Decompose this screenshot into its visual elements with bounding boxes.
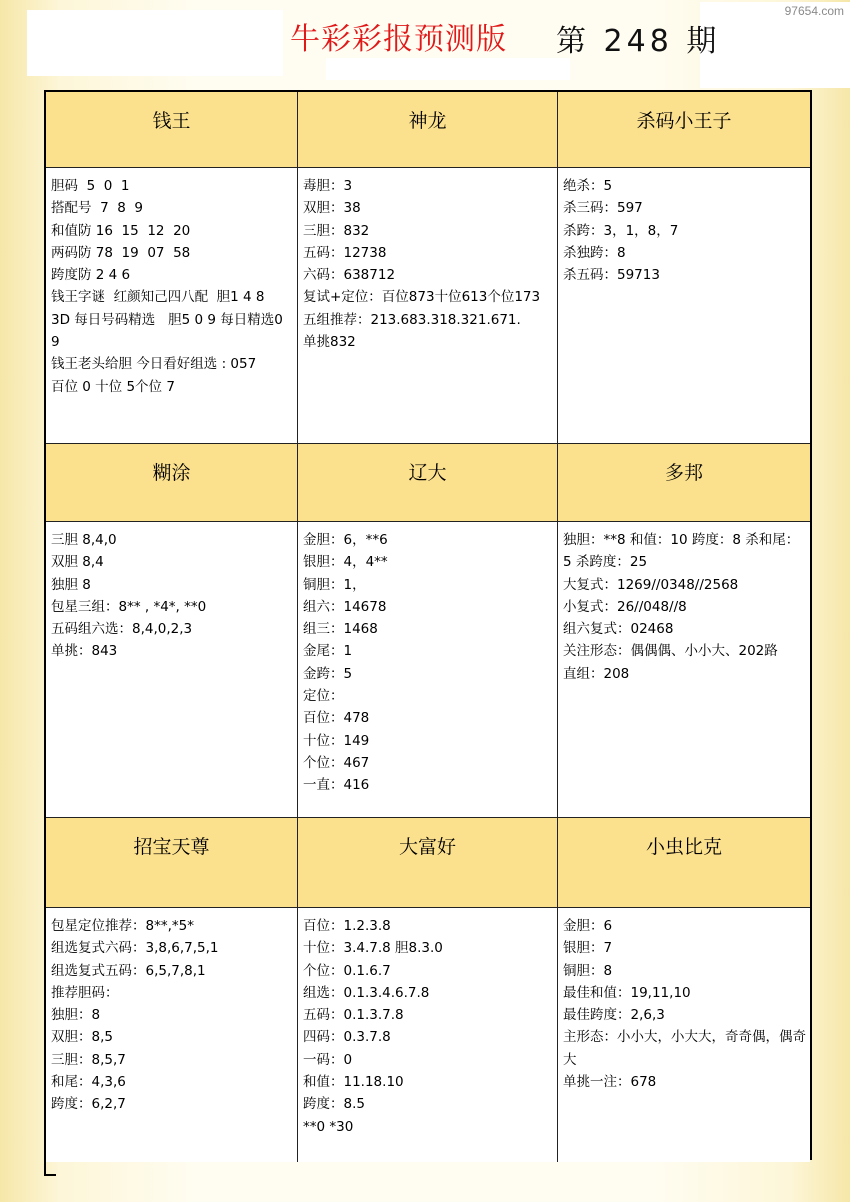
panel-line: 单挑：843 <box>51 643 118 660</box>
panel-line: 组六：14678 <box>303 598 387 615</box>
panel-line: 搭配号 7 8 9 <box>51 200 144 217</box>
panel-line: 金胆：6，**6 <box>303 532 388 548</box>
panel-line: 包星定位推荐：8**,*5* <box>51 918 194 934</box>
panel-line: 铜胆：8 <box>563 962 613 979</box>
panel-line: 绝杀：5 <box>563 178 613 194</box>
panel-line: 银胆：7 <box>563 940 613 957</box>
panel-line: 单挑832 <box>303 334 356 351</box>
site-watermark: 97654.com <box>784 4 844 18</box>
panel-line: 百位 0 十位 5个位 7 <box>51 378 175 395</box>
panel-line: 四码：0.3.7.8 <box>303 1029 391 1046</box>
panel-body-duobang <box>558 522 810 818</box>
panel-line: 推荐胆码： <box>51 984 119 1001</box>
panel-body-shenlong <box>298 168 558 444</box>
panel-line: 三胆：832 <box>303 222 370 239</box>
panel-line: 和值防 16 15 12 20 <box>51 222 191 239</box>
panel-header-duobang: 多邦 <box>558 444 810 522</box>
panel-line: **0 *30 <box>303 1118 354 1135</box>
panel-line: 关注形态：偶偶偶、小小大、202路 <box>563 643 778 660</box>
panel-line: 最佳跨度：2,6,3 <box>563 1007 665 1024</box>
panel-line: 最佳和值：19,11,10 <box>563 984 691 1001</box>
panel-header-qianwang: 钱王 <box>46 92 298 168</box>
panel-header-hutu: 糊涂 <box>46 444 298 522</box>
panel-line: 一直：416 <box>303 777 370 794</box>
panel-line: 五码组六选：8,4,0,2,3 <box>51 621 193 638</box>
panel-line: 大复式：1269//0348//2568 <box>563 576 739 593</box>
panel-body-liaoda <box>298 522 558 818</box>
panel-line: 独胆：8 <box>51 1007 101 1024</box>
panel-line: 定位： <box>303 688 344 705</box>
panel-line: 百位：478 <box>303 710 370 727</box>
panel-line: 和值：11.18.10 <box>303 1074 404 1091</box>
panel-line: 三胆 8,4,0 <box>51 532 117 548</box>
panel-body-qianwang <box>46 168 298 444</box>
panel-line: 个位：467 <box>303 754 370 771</box>
panel-line: 双胆：8,5 <box>51 1029 113 1046</box>
panel-line: 独胆 8 <box>51 576 91 593</box>
panel-body-shamaxiaowangzi <box>558 168 810 444</box>
panel-body-dafuhao <box>298 908 558 1162</box>
panel-line: 杀五码：59713 <box>563 267 660 284</box>
panel-line: 跨度：8.5 <box>303 1096 365 1113</box>
panel-line: 组选复式五码：6,5,7,8,1 <box>51 962 206 979</box>
panel-line: 十位：3.4.7.8 胆8.3.0 <box>303 940 443 957</box>
panel-line: 金跨：5 <box>303 665 353 682</box>
panel-line: 直组：208 <box>563 665 630 682</box>
panel-line: 杀三码：597 <box>563 200 643 217</box>
panel-line: 十位：149 <box>303 732 370 749</box>
panel-line: 组选复式六码：3,8,6,7,5,1 <box>51 940 219 957</box>
panel-line: 组选：0.1.3.4.6.7.8 <box>303 984 430 1001</box>
panel-line: 两码防 78 19 07 58 <box>51 244 191 261</box>
panel-line: 跨度：6,2,7 <box>51 1096 126 1113</box>
panel-line: 双胆：38 <box>303 200 361 217</box>
header-white-block-left <box>27 10 283 76</box>
panel-header-dafuhao: 大富好 <box>298 818 558 908</box>
panel-line: 五码：0.1.3.7.8 <box>303 1007 404 1024</box>
panel-line: 银胆：4，4** <box>303 554 388 571</box>
panel-line: 钱王老头给胆 今日看好组选 : 057 <box>51 356 257 373</box>
panel-line: 杀独跨：8 <box>563 244 626 261</box>
panel-line: 组六复式：02468 <box>563 621 674 638</box>
panel-line: 三胆：8,5,7 <box>51 1051 126 1068</box>
panel-body-hutu <box>46 522 298 818</box>
panel-line: 双胆 8,4 <box>51 554 104 571</box>
panel-body-zhaobaotianzun <box>46 908 298 1162</box>
panel-line: 六码：638712 <box>303 267 396 284</box>
panel-line: 主形态：小小大，小大大，奇奇偶，偶奇大 <box>563 1029 806 1068</box>
panel-header-liaoda: 辽大 <box>298 444 558 522</box>
panel-line: 个位：0.1.6.7 <box>303 962 391 979</box>
panel-line: 杀跨：3，1，8，7 <box>563 222 679 239</box>
prediction-grid <box>44 90 812 1160</box>
panel-line: 百位：1.2.3.8 <box>303 918 391 934</box>
panel-line: 3D 每日号码精选 胆5 0 9 每日精选0 9 <box>51 311 288 351</box>
panel-line: 五组推荐：213.683.318.321.671. <box>303 311 521 328</box>
panel-line: 毒胆：3 <box>303 178 353 194</box>
panel-header-xiaochongbike: 小虫比克 <box>558 818 810 908</box>
panel-line: 小复式：26//048//8 <box>563 598 687 615</box>
panel-line: 包星三组：8** , *4*, **0 <box>51 598 207 615</box>
panel-line: 五码：12738 <box>303 244 387 261</box>
panel-line: 一码：0 <box>303 1051 353 1068</box>
panel-line: 单挑一注：678 <box>563 1074 657 1091</box>
panel-line: 和尾：4,3,6 <box>51 1074 126 1091</box>
panel-line: 金胆：6 <box>563 918 613 934</box>
header-white-block-mid <box>326 58 570 80</box>
panel-line: 跨度防 2 4 6 <box>51 267 131 284</box>
panel-header-zhaobaotianzun: 招宝天尊 <box>46 818 298 908</box>
page-title: 牛彩彩报预测版 <box>290 22 507 57</box>
panel-line: 复试+定位：百位873十位613个位173 <box>303 289 541 306</box>
panel-body-xiaochongbike <box>558 908 810 1162</box>
panel-line: 独胆：**8 和值：10 跨度：8 杀和尾：5 杀跨度：25 <box>563 532 800 571</box>
panel-header-shamaxiaowangzi: 杀码小王子 <box>558 92 810 168</box>
panel-line: 铜胆：1， <box>303 576 366 593</box>
corner-mark <box>44 1160 56 1176</box>
panel-line: 组三：1468 <box>303 621 378 638</box>
issue-number: 第 248 期 <box>556 24 721 59</box>
panel-line: 钱王字谜 红颜知己四八配 胆1 4 8 <box>51 289 265 306</box>
panel-header-shenlong: 神龙 <box>298 92 558 168</box>
panel-line: 金尾：1 <box>303 643 353 660</box>
panel-line: 胆码 5 0 1 <box>51 178 130 194</box>
